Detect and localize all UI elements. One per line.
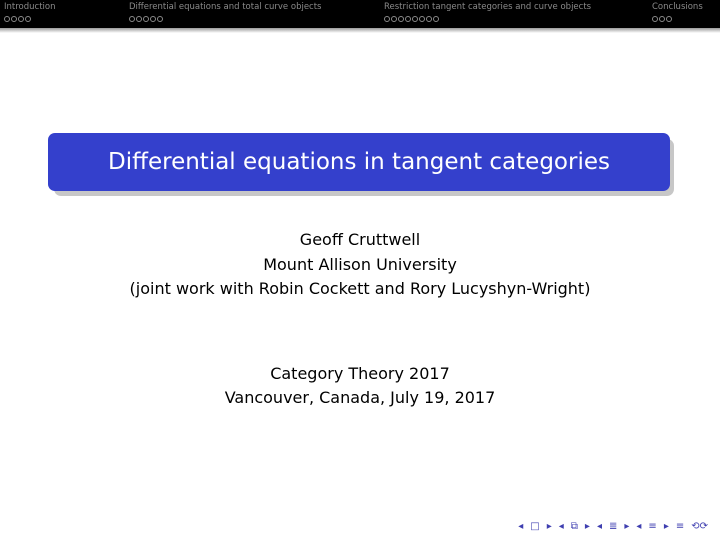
slide-dot[interactable] (143, 16, 149, 22)
slide-forward-icon[interactable]: ▸ (663, 521, 669, 532)
section-forward-icon[interactable]: ▸ (624, 521, 630, 532)
slide-dot[interactable] (136, 16, 142, 22)
slide-dot[interactable] (405, 16, 411, 22)
slide-dot[interactable] (398, 16, 404, 22)
nav-section-label[interactable]: Conclusions (652, 2, 703, 12)
event-location-date: Vancouver, Canada, July 19, 2017 (224, 388, 496, 407)
slide-dot[interactable] (426, 16, 432, 22)
slide-dot[interactable] (150, 16, 156, 22)
slide-dot[interactable] (4, 16, 10, 22)
nav-section-dots (4, 16, 31, 22)
nav-section-dots (384, 16, 439, 22)
frame-forward-icon[interactable]: ▸ (546, 521, 552, 532)
beamer-navigation-symbols (518, 521, 708, 532)
navigation-bar-shadow (0, 28, 720, 33)
joint-work-note: (joint work with Robin Cockett and Rory Lucyshyn-Wright) (129, 279, 591, 298)
nav-section-label[interactable]: Differential equations and total curve objects (129, 2, 322, 12)
slide-dot[interactable] (391, 16, 397, 22)
nav-section-dots (652, 16, 672, 22)
slide-icon: ≡ (648, 521, 657, 532)
title-box (48, 133, 670, 191)
slide-dot[interactable] (157, 16, 163, 22)
frame-icon: □ (530, 521, 540, 532)
nav-section-dots (129, 16, 163, 22)
slide-dot[interactable] (652, 16, 658, 22)
section-back-icon[interactable]: ◂ (596, 521, 602, 532)
slide-dot[interactable] (18, 16, 24, 22)
slide-dot[interactable] (433, 16, 439, 22)
nav-section-label[interactable]: Introduction (4, 2, 56, 12)
slide-dot[interactable] (129, 16, 135, 22)
search-icon[interactable]: ⟲⟳ (691, 521, 708, 532)
slide-dot[interactable] (412, 16, 418, 22)
slide-dot[interactable] (25, 16, 31, 22)
navigation-bar (0, 0, 720, 28)
subsection-forward-icon[interactable]: ▸ (584, 521, 590, 532)
subsection-icon: ⧉ (570, 521, 578, 532)
slide-dot[interactable] (419, 16, 425, 22)
section-icon: ≣ (608, 521, 618, 532)
subsection-back-icon[interactable]: ◂ (558, 521, 564, 532)
slide-dot[interactable] (659, 16, 665, 22)
author-name: Geoff Cruttwell (299, 230, 421, 249)
slide-dot[interactable] (666, 16, 672, 22)
nav-section-label[interactable]: Restriction tangent categories and curve objects (384, 2, 592, 12)
slide-dot[interactable] (11, 16, 17, 22)
slide-back-icon[interactable]: ◂ (636, 521, 642, 532)
presentation-title: Differential equations in tangent categories (108, 149, 610, 175)
event-name: Category Theory 2017 (270, 364, 450, 383)
slide-dot[interactable] (384, 16, 390, 22)
author-affiliation: Mount Allison University (263, 255, 457, 274)
frame-back-icon[interactable]: ◂ (518, 521, 524, 532)
outline-icon[interactable]: ≡ (675, 521, 685, 532)
